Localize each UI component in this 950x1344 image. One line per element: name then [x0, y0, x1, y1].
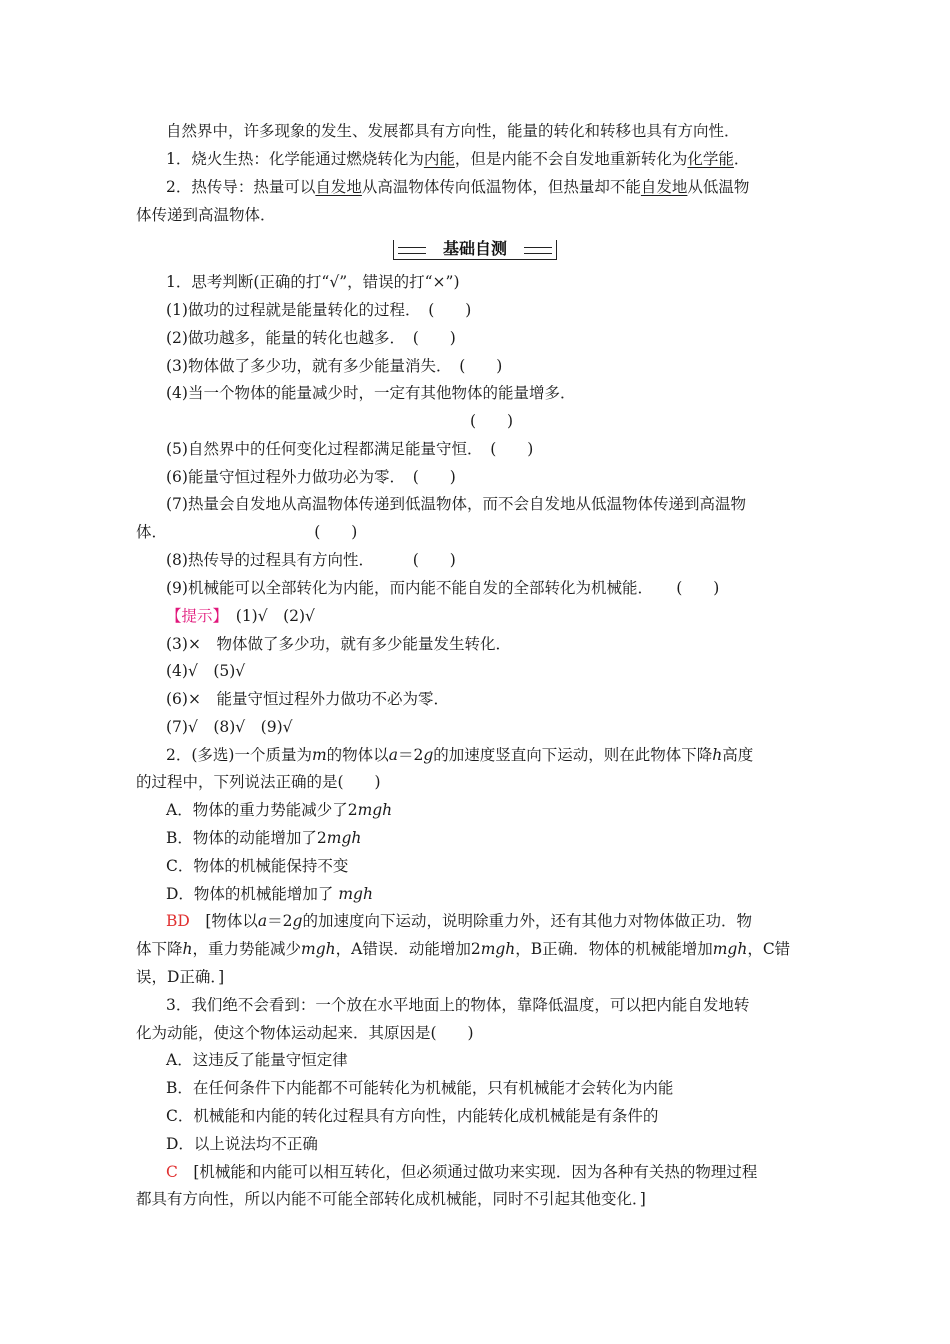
option [166, 828, 846, 848]
var: mgh [338, 885, 373, 903]
judge-item: (9)机械能可以全部转化为内能，而内能不能自发的全部转化为机械能． ( ) [166, 579, 720, 597]
judge-item: (6)能量守恒过程外力做功必为零． ( ) [166, 468, 456, 486]
var: g [292, 912, 303, 930]
explanation-line [166, 911, 846, 931]
explanation-line [136, 939, 816, 959]
var: a [388, 746, 398, 764]
intro-line: 自然界中，许多现象的发生、发展都具有方向性，能量的转化和转移也具有方向性． [166, 122, 740, 140]
text: 2．(多选)一个质量为 [166, 746, 312, 764]
text: [物体以 [189, 912, 258, 930]
text: ，C错 [747, 940, 791, 958]
intro-item-2-cont: 体传递到高温物体． [136, 206, 276, 224]
underlined-answer: 内能 [423, 150, 455, 168]
text: 2．热传导：热量可以 [166, 178, 316, 196]
text: ，A错误．动能增加2 [335, 940, 481, 958]
var: mgh [480, 940, 516, 958]
explanation-line: 误，D正确．] [136, 968, 225, 986]
judge-item-bracket: ( ) [470, 412, 514, 430]
intro-item-2 [166, 177, 846, 197]
var: g [423, 746, 434, 764]
hint-line [166, 606, 846, 626]
text: 从高温物体传向低温物体，但热量却不能 [361, 178, 641, 196]
option: C．机械能和内能的转化过程具有方向性，内能转化成机械能是有条件的 [166, 1107, 659, 1125]
var: a [257, 912, 268, 930]
var: mgh [326, 829, 362, 847]
text: B．物体的动能增加了2 [166, 829, 327, 847]
hint-line: (6)× 能量守恒过程外力做功不必为零． [166, 690, 449, 708]
question-2-stem [166, 745, 846, 765]
text: ，重力势能减少 [192, 940, 302, 958]
text: A．物体的重力势能减少了2 [166, 801, 358, 819]
text: C．物体的机械能保持不变 [166, 857, 349, 875]
option: D．以上说法均不正确 [166, 1135, 318, 1153]
option [166, 884, 846, 904]
judge-item: (4)当一个物体的能量减少时，一定有其他物体的能量增多． [166, 384, 576, 402]
var: h [712, 746, 723, 764]
text: 的加速度向下运动，说明除重力外，还有其他力对物体做正功．物 [302, 912, 752, 930]
text: ＝2 [267, 912, 293, 930]
explanation-line: 都具有方向性，所以内能不可能全部转化成机械能，同时不引起其他变化．] [136, 1190, 646, 1208]
option: A．这违反了能量守恒定律 [166, 1051, 348, 1069]
banner-decoration [556, 240, 557, 259]
var: m [311, 746, 327, 764]
judge-item: (3)物体做了多少功，就有多少能量消失． ( ) [166, 357, 503, 375]
text: 从低温物 [687, 178, 750, 196]
answer-label: C [166, 1163, 178, 1181]
hint-label: 【提示】 [166, 607, 221, 625]
text: D．物体的机械能增加了 [166, 885, 339, 903]
text: 的加速度竖直向下运动，则在此物体下降 [433, 746, 713, 764]
question-3-stem-cont: 化为动能，使这个物体运动起来．其原因是( ) [136, 1024, 474, 1042]
hint-line: (7)√ (8)√ (9)√ [166, 718, 293, 736]
option [166, 800, 846, 820]
underlined-answer: 自发地 [315, 178, 362, 196]
text: ，B正确．物体的机械能增加 [515, 940, 713, 958]
var: h [182, 940, 193, 958]
text: 体下降 [136, 940, 183, 958]
var: mgh [357, 801, 393, 819]
text: 1．烧火生热：化学能通过燃烧转化为 [166, 150, 424, 168]
explanation-line [166, 1162, 846, 1182]
underlined-answer: 化学能 [687, 150, 734, 168]
judge-item-cont: 体． ( ) [136, 523, 358, 541]
hint-line: (3)× 物体做了多少功，就有多少能量发生转化． [166, 635, 511, 653]
section-title: 基础自测 [442, 239, 507, 258]
option [166, 856, 846, 876]
text: 的物体以 [326, 746, 389, 764]
hint-line: (4)√ (5)√ [166, 662, 246, 680]
question-2-stem-cont: 的过程中，下列说法正确的是( ) [136, 773, 381, 791]
text: [机械能和内能可以相互转化，但必须通过做功来实现．因为各种有关热的物理过程 [177, 1163, 758, 1181]
judge-item: (2)做功越多，能量的转化也越多． ( ) [166, 329, 456, 347]
option: B．在任何条件下内能都不可能转化为机械能，只有机械能才会转化为内能 [166, 1079, 674, 1097]
hint-text: (1)√ (2)√ [220, 607, 315, 625]
judge-item: (8)热传导的过程具有方向性． ( ) [166, 551, 456, 569]
judge-item: (1)做功的过程就是能量转化的过程． ( ) [166, 301, 472, 319]
text: ，但是内能不会自发地重新转化为 [454, 150, 688, 168]
intro-item-1 [166, 149, 846, 169]
var: mgh [712, 940, 748, 958]
section-title-banner [390, 238, 560, 262]
banner-decoration [393, 240, 394, 259]
banner-decoration [398, 247, 426, 254]
judge-item: (5)自然界中的任何变化过程都满足能量守恒． ( ) [166, 440, 534, 458]
text: 高度 [722, 746, 754, 764]
text: ． [733, 150, 750, 168]
text: ＝2 [397, 746, 424, 764]
question-3-stem: 3．我们绝不会看到：一个放在水平地面上的物体，靠降低温度，可以把内能自发地转 [166, 996, 750, 1014]
answer-label: BD [166, 912, 190, 930]
var: mgh [301, 940, 336, 958]
banner-decoration [524, 247, 552, 254]
underlined-answer: 自发地 [640, 178, 688, 196]
question-1-stem: 1．思考判断(正确的打“√”，错误的打“×”) [166, 273, 460, 291]
judge-item: (7)热量会自发地从高温物体传递到低温物体，而不会自发地从低温物体传递到高温物 [166, 495, 746, 513]
